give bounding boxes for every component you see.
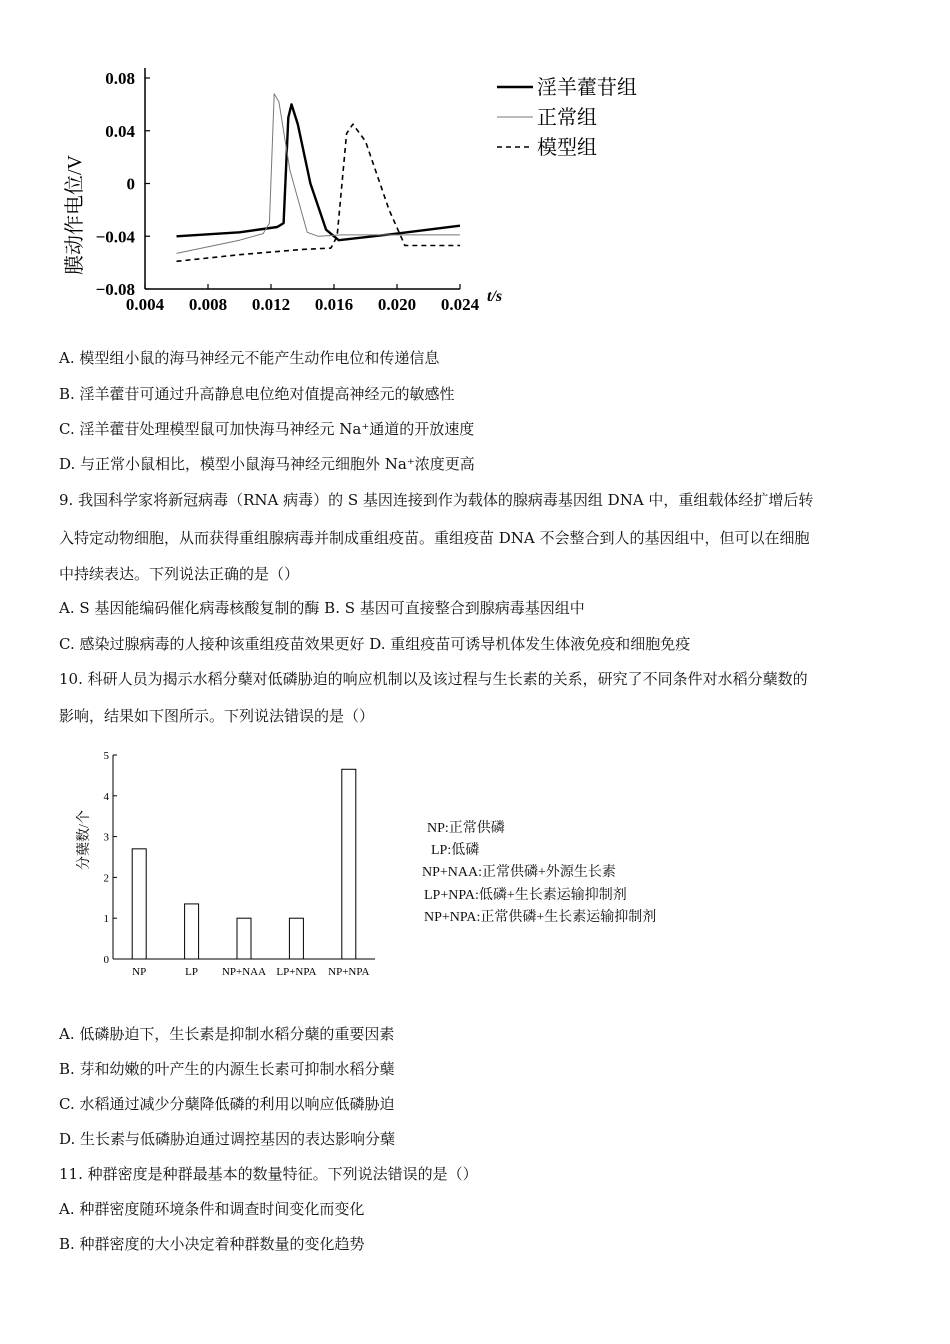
chart2-legend-lp-npa: LP+NPA:低磷+生长素运输抑制剂: [424, 888, 627, 903]
q10-option-d: D. 生长素与低磷胁迫通过调控基因的表达影响分蘖: [59, 1130, 396, 1148]
chart2-category-label: LP: [185, 966, 199, 978]
chart1-x-tick-label: 0.020: [377, 295, 417, 314]
chart1-legend-label: 正常组: [537, 107, 597, 129]
chart1-x-tick-label: 0.004: [125, 295, 165, 314]
action-potential-chart: [55, 55, 675, 325]
q10-stem-2: 影响，结果如下图所示。下列说法错误的是（）: [59, 707, 375, 725]
chart1-y-tick-label: −0.04: [95, 227, 135, 247]
chart1-y-tick-label: 0: [126, 174, 135, 194]
chart2-y-tick-label: 3: [103, 831, 109, 844]
chart2-y-tick-label: 1: [103, 913, 109, 926]
q10-option-b: B. 芽和幼嫩的叶产生的内源生长素可抑制水稻分蘖: [59, 1060, 395, 1078]
q9-stem-1: 9. 我国科学家将新冠病毒（RNA 病毒）的 S 基因连接到作为载体的腺病毒基因组 DNA 中，重组载体经扩增后转: [59, 491, 814, 509]
chart2-category-label: NP+NPA: [328, 966, 370, 978]
chart1-x-tick-label: 0.024: [440, 295, 480, 314]
q10-stem-1: 10. 科研人员为揭示水稻分蘖对低磷胁迫的响应机制以及该过程与生长素的关系，研究了不同条件对水稻分蘖数的: [59, 670, 808, 688]
q8-option-c: C. 淫羊藿苷处理模型鼠可加快海马神经元 Na⁺通道的开放速度: [59, 420, 475, 438]
chart1-y-tick-label: −0.08: [95, 280, 135, 299]
q9-stem-3: 中持续表达。下列说法正确的是（）: [59, 565, 300, 583]
q8-option-d: D. 与正常小鼠相比，模型小鼠海马神经元细胞外 Na⁺浓度更高: [59, 455, 475, 473]
chart1-ylabel: 膜动作电位/V: [64, 155, 86, 275]
chart1-y-tick-label: 0.04: [105, 121, 135, 141]
q8-option-a: A. 模型组小鼠的海马神经元不能产生动作电位和传递信息: [59, 349, 440, 367]
chart1-series-line: [177, 124, 461, 261]
chart2-legend-np: NP:正常供磷: [427, 821, 505, 836]
chart2-category-label: LP+NPA: [276, 966, 317, 978]
chart2-bar: [289, 918, 303, 959]
chart1-legend-label: 淫羊藿苷组: [537, 77, 637, 99]
chart1-legend-label: 模型组: [537, 137, 597, 159]
chart2-ylabel: 分蘖数/个: [77, 810, 92, 870]
chart2-legend-np-npa: NP+NPA:正常供磷+生长素运输抑制剂: [424, 910, 657, 925]
chart2-bar: [237, 918, 251, 959]
chart2-y-tick-label: 4: [103, 790, 109, 803]
chart2-y-tick-label: 0: [103, 954, 109, 966]
q10-option-c: C. 水稻通过减少分蘖降低磷的利用以响应低磷胁迫: [59, 1095, 395, 1113]
chart1-y-tick-label: 0.08: [105, 69, 135, 88]
q9-stem-2: 入特定动物细胞，从而获得重组腺病毒并制成重组疫苗。重组疫苗 DNA 不会整合到人的基因组中，但可以在细胞: [59, 529, 810, 547]
chart2-bar: [132, 849, 146, 959]
chart1-x-tick-label: 0.008: [188, 295, 228, 314]
chart2-y-tick-label: 5: [103, 750, 109, 762]
chart2-category-label: NP: [132, 966, 147, 978]
q9-options-cd: C. 感染过腺病毒的人接种该重组疫苗效果更好 D. 重组疫苗可诱导机体发生体液免疫和细胞免疫: [59, 635, 691, 653]
q10-option-a: A. 低磷胁迫下，生长素是抑制水稻分蘖的重要因素: [59, 1025, 395, 1043]
chart2-bar: [185, 904, 199, 959]
chart2-bar: [342, 769, 356, 959]
chart1-x-tick-label: 0.016: [314, 295, 354, 314]
chart1-series-line: [177, 104, 461, 240]
chart1-series-line: [177, 94, 461, 254]
q11-option-b: B. 种群密度的大小决定着种群数量的变化趋势: [59, 1235, 365, 1253]
chart2-category-label: NP+NAA: [221, 966, 267, 978]
chart2-y-tick-label: 2: [103, 872, 109, 885]
q11-option-a: A. 种群密度随环境条件和调查时间变化而变化: [59, 1200, 365, 1218]
chart1-x-tick-label: 0.012: [251, 295, 291, 314]
q8-option-b: B. 淫羊藿苷可通过升高静息电位绝对值提高神经元的敏感性: [59, 385, 455, 403]
tiller-bar-chart: [70, 745, 390, 985]
q9-options-ab: A. S 基因能编码催化病毒核酸复制的酶 B. S 基因可直接整合到腺病毒基因组中: [59, 599, 585, 617]
chart2-legend-np-naa: NP+NAA:正常供磷+外源生长素: [422, 865, 616, 880]
q11-stem: 11. 种群密度是种群最基本的数量特征。下列说法错误的是（）: [59, 1165, 478, 1183]
chart1-xlabel: t/s: [487, 288, 503, 305]
chart2-legend-lp: LP:低磷: [431, 843, 480, 858]
